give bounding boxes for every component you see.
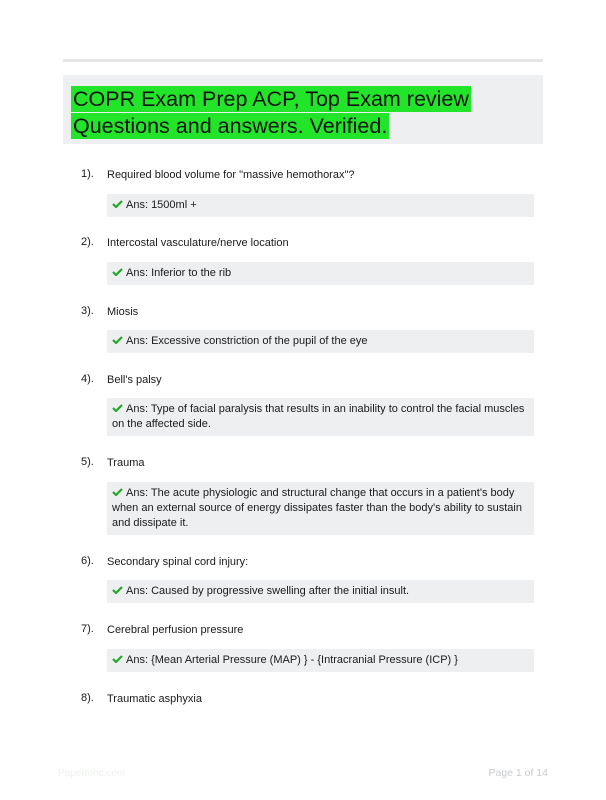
title-block [63, 75, 543, 144]
item-number: 2). [81, 236, 94, 248]
document-title-line-1: COPR Exam Prep ACP, Top Exam review [73, 87, 469, 111]
answer-box [107, 262, 534, 285]
answer-box [107, 398, 534, 436]
document-title-line-2: Questions and answers. Verified. [73, 114, 388, 138]
check-icon [112, 268, 123, 276]
item-number: 5). [81, 456, 94, 468]
footer-watermark: Papertohc.com [58, 768, 126, 779]
check-icon [112, 655, 123, 663]
answer-text: Ans: Inferior to the rib [126, 267, 232, 279]
question-text: Secondary spinal cord injury: [107, 556, 249, 568]
question-text: Bell's palsy [107, 374, 162, 386]
check-icon [112, 200, 123, 208]
item-number: 8). [81, 692, 94, 704]
answer-text: Ans: {Mean Arterial Pressure (MAP) } - {Intracranial Pressure (ICP) } [126, 654, 458, 666]
answer-text: Ans: 1500ml + [126, 199, 197, 211]
answer-text: Ans: Excessive constriction of the pupil of the eye [126, 335, 368, 347]
answer-box [107, 482, 534, 535]
question-text: Traumatic asphyxia [107, 693, 202, 705]
answer-text: Ans: Type of facial paralysis that results in an inability to control the facial muscles on the affected side. [112, 403, 525, 430]
answer-text: Ans: Caused by progressive swelling after the initial insult. [126, 585, 410, 597]
item-number: 1). [81, 168, 94, 180]
top-divider [63, 59, 543, 62]
answer-text: Ans: The acute physiologic and structural change that occurs in a patient's body when an external source of energy dissipates faster than the body's ability to sustain and dissipate it. [112, 487, 522, 529]
answer-box [107, 649, 534, 672]
page-number: Page 1 of 14 [488, 767, 548, 779]
question-text: Cerebral perfusion pressure [107, 624, 244, 636]
question-text: Required blood volume for "massive hemothorax"? [107, 169, 355, 181]
item-number: 4). [81, 373, 94, 385]
question-text: Miosis [107, 306, 139, 318]
check-icon [112, 586, 123, 594]
item-number: 6). [81, 555, 94, 567]
answer-box [107, 194, 534, 217]
check-icon [112, 404, 123, 412]
answer-box [107, 580, 534, 603]
question-text: Trauma [107, 457, 145, 469]
item-number: 7). [81, 623, 94, 635]
question-text: Intercostal vasculature/nerve location [107, 237, 289, 249]
item-number: 3). [81, 305, 94, 317]
check-icon [112, 336, 123, 344]
check-icon [112, 488, 123, 496]
answer-box [107, 330, 534, 353]
